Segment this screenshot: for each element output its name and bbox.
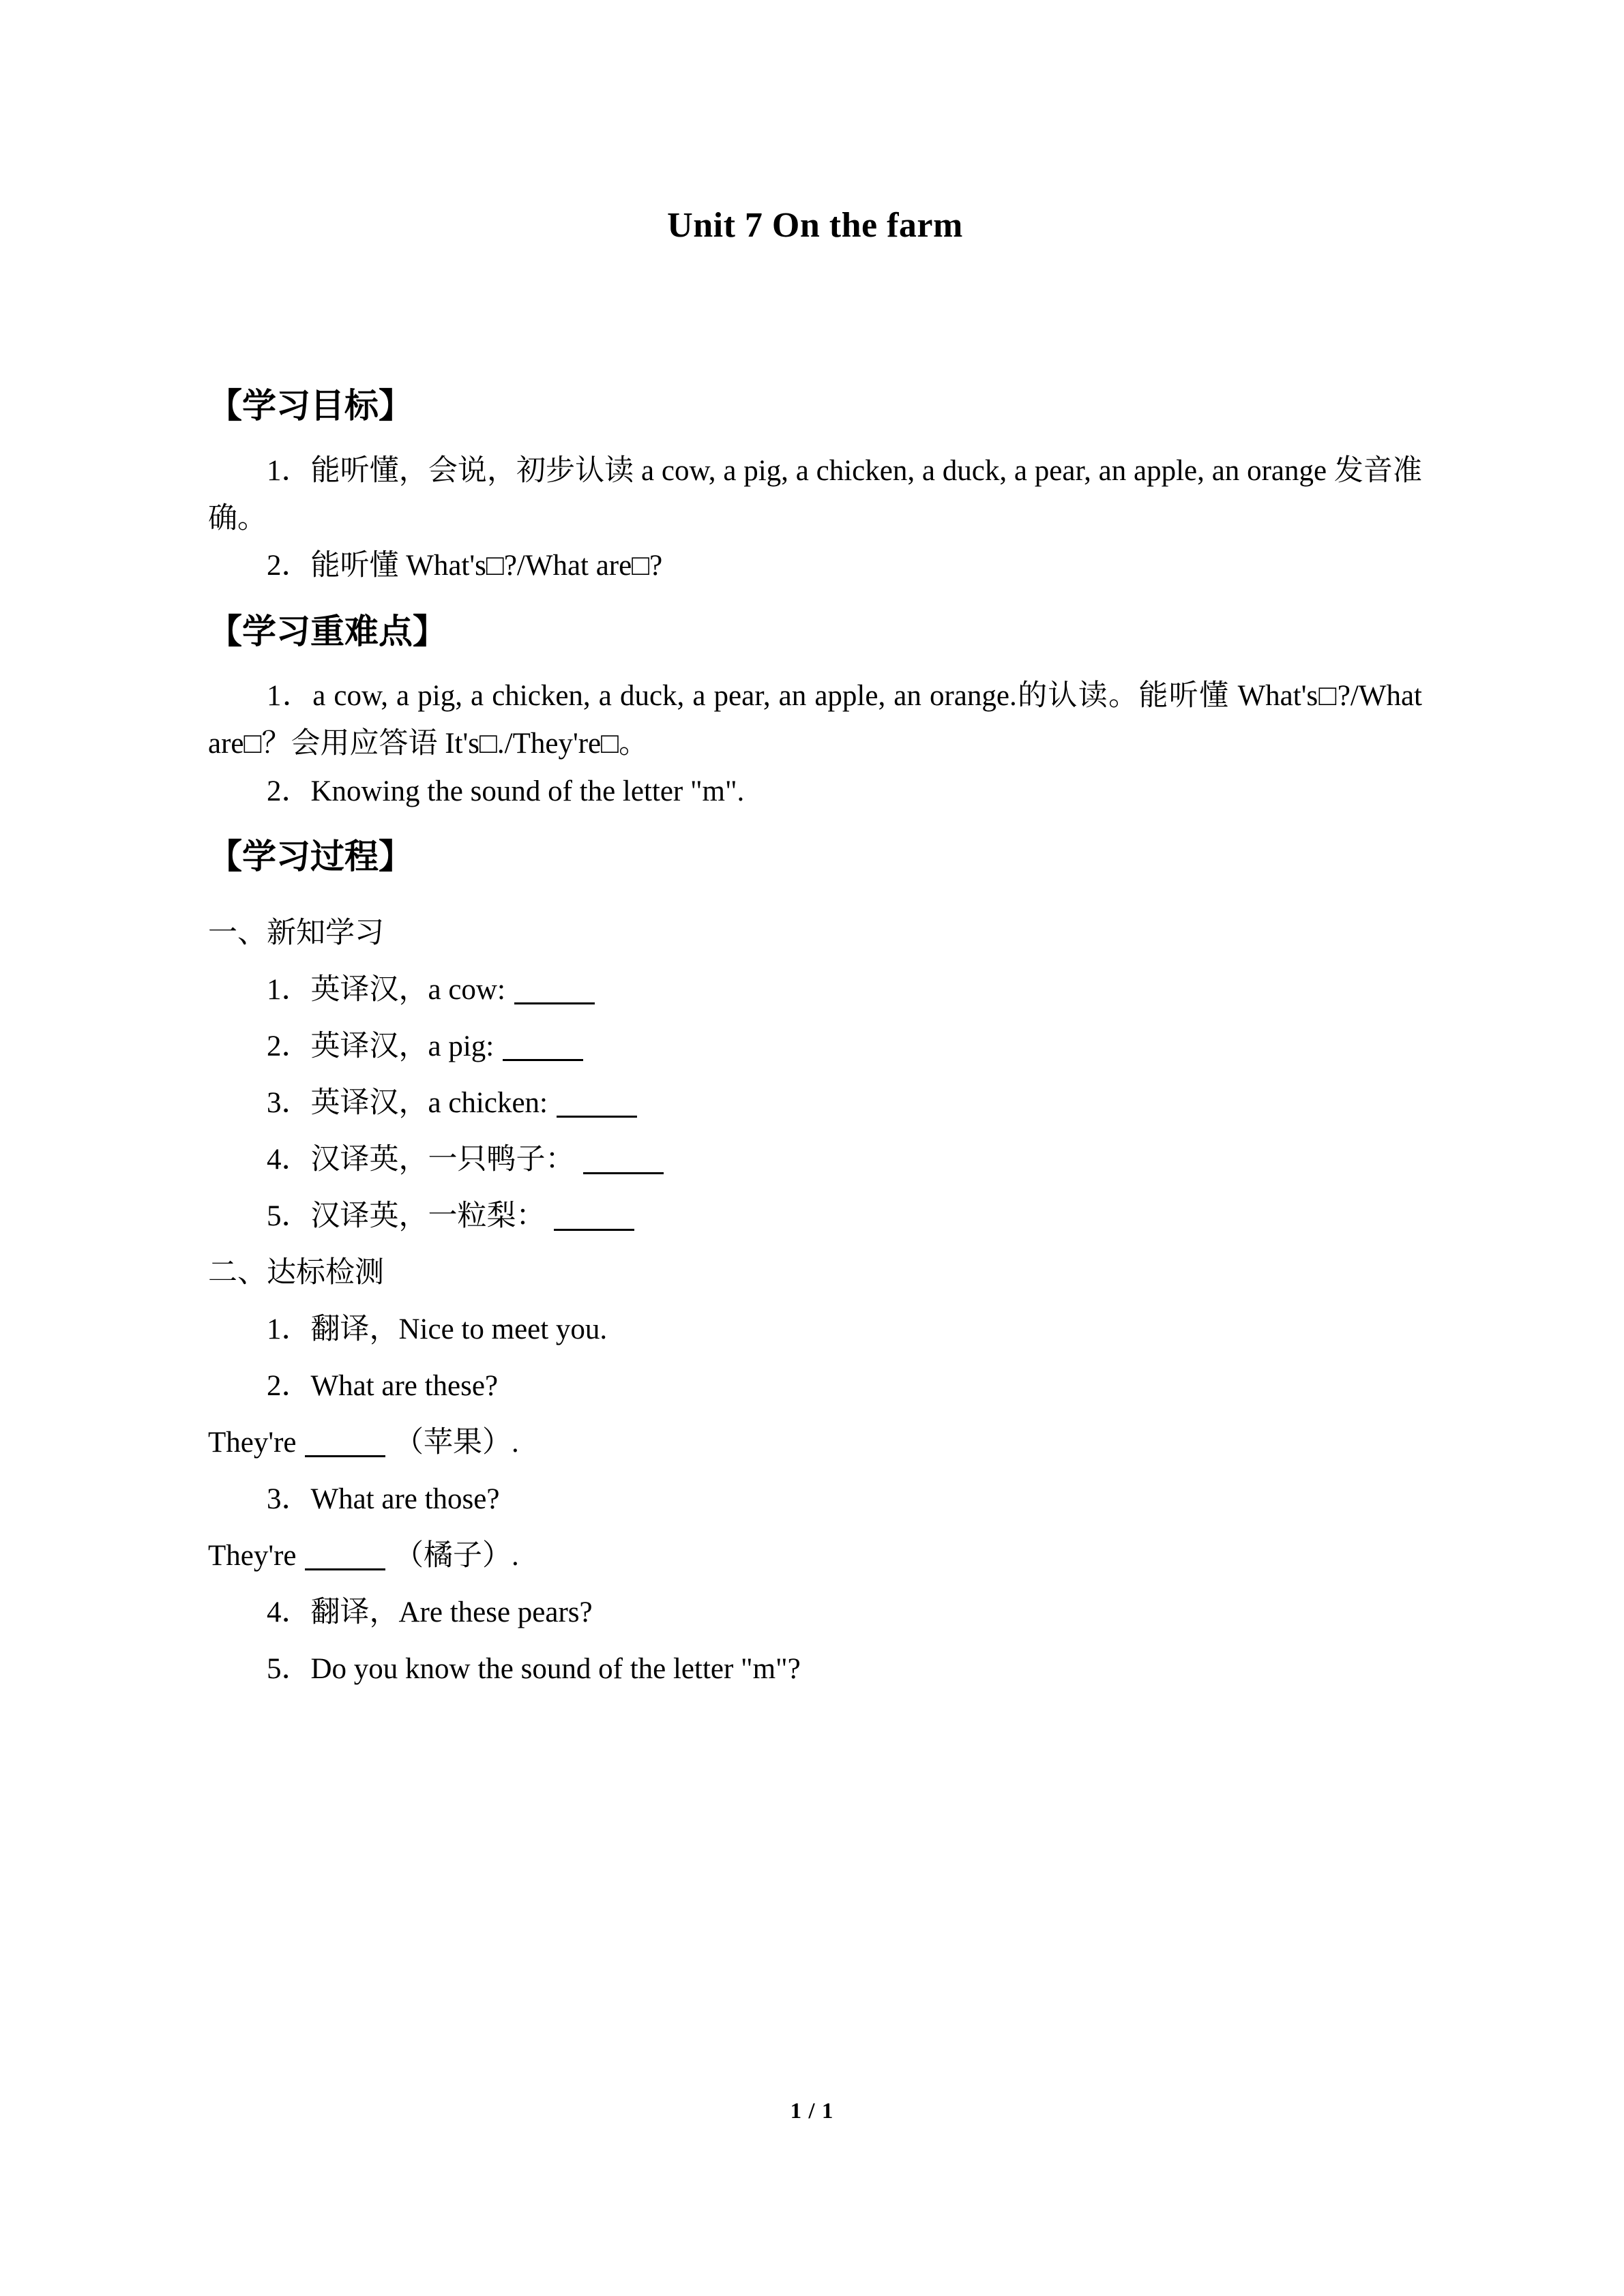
spacer bbox=[208, 1287, 1422, 1315]
document-content bbox=[208, 0, 1422, 1684]
answer-prefix: They're bbox=[208, 1426, 297, 1459]
answer-blank[interactable] bbox=[583, 1145, 664, 1174]
item-text: 英译汉，a chicken: bbox=[310, 1086, 548, 1119]
subsection-heading-assessment: 二、达标检测 bbox=[208, 1256, 384, 1289]
item-number: 2． bbox=[267, 1030, 311, 1062]
item-text: 翻译，Are these pears? bbox=[310, 1596, 593, 1628]
item-number: 3． bbox=[267, 1482, 311, 1515]
list-item bbox=[208, 1482, 1422, 1515]
spacer bbox=[208, 1231, 1422, 1258]
spacer bbox=[208, 1004, 1422, 1032]
answer-line bbox=[208, 1541, 1422, 1570]
answer-prefix: They're bbox=[208, 1539, 297, 1572]
item-number: 3． bbox=[267, 1086, 311, 1119]
spacer bbox=[208, 880, 1422, 919]
item-number: 5． bbox=[267, 1652, 311, 1685]
list-item bbox=[208, 1199, 1422, 1232]
answer-blank[interactable] bbox=[554, 1202, 634, 1231]
section-heading-key-points: 【学习重难点】 bbox=[208, 612, 447, 651]
spacer bbox=[208, 948, 1422, 975]
list-item bbox=[208, 1088, 1422, 1118]
item-text: 汉译英，一只鸭子： bbox=[310, 1143, 575, 1176]
spacer bbox=[208, 1344, 1422, 1371]
list-item bbox=[208, 1598, 1422, 1627]
objective-item-2: 2．能听懂 What's□?/What are□? bbox=[267, 550, 663, 582]
list-item bbox=[208, 1032, 1422, 1061]
key-point-item-1: 1．a cow, a pig, a chicken, a duck, a pear, an apple, an orange.的认读。能听懂 What's□?/What are□？会用应答语 It's□./They're□。 bbox=[208, 680, 1422, 760]
item-text: 翻译，Nice to meet you. bbox=[310, 1313, 608, 1345]
list-item bbox=[208, 975, 1422, 1004]
answer-line bbox=[208, 1428, 1422, 1457]
item-number: 4． bbox=[267, 1143, 311, 1176]
spacer bbox=[208, 1118, 1422, 1145]
section-heading-process: 【学习过程】 bbox=[208, 837, 413, 876]
spacer bbox=[208, 430, 1422, 447]
answer-suffix: （苹果）. bbox=[394, 1426, 519, 1459]
item-number: 1． bbox=[267, 1313, 311, 1345]
answer-blank[interactable] bbox=[305, 1541, 385, 1570]
spacer bbox=[208, 1174, 1422, 1202]
list-item bbox=[208, 1315, 1422, 1344]
spacer bbox=[208, 1627, 1422, 1654]
spacer bbox=[208, 1514, 1422, 1541]
item-text: Do you know the sound of the letter "m"? bbox=[310, 1652, 801, 1685]
item-text: 汉译英，一粒梨： bbox=[310, 1199, 546, 1232]
list-item bbox=[208, 1654, 1422, 1684]
page-footer: 1 / 1 bbox=[790, 2099, 834, 2123]
item-text: 英译汉，a cow: bbox=[310, 973, 505, 1006]
item-number: 5． bbox=[267, 1199, 311, 1232]
list-item bbox=[208, 1371, 1422, 1401]
answer-blank[interactable] bbox=[305, 1428, 385, 1457]
spacer bbox=[208, 1061, 1422, 1088]
answer-blank[interactable] bbox=[557, 1088, 637, 1118]
item-text: 英译汉，a pig: bbox=[310, 1030, 494, 1062]
answer-blank[interactable] bbox=[514, 975, 595, 1004]
subsection-heading-new-knowledge: 一、新知学习 bbox=[208, 916, 384, 949]
item-text: What are those? bbox=[310, 1482, 500, 1515]
section-heading-objectives: 【学习目标】 bbox=[208, 387, 413, 426]
objective-item-1: 1．能听懂，会说，初步认读 a cow, a pig, a chicken, a duck, a pear, an apple, an orange 发音准确。 bbox=[208, 454, 1422, 535]
spacer bbox=[208, 655, 1422, 672]
item-number: 1． bbox=[267, 973, 311, 1006]
spacer bbox=[208, 1401, 1422, 1428]
answer-suffix: （橘子）. bbox=[394, 1539, 519, 1572]
page-title: Unit 7 On the farm bbox=[667, 206, 963, 245]
item-number: 2． bbox=[267, 1369, 311, 1402]
spacer bbox=[208, 1570, 1422, 1598]
answer-blank[interactable] bbox=[503, 1032, 583, 1061]
spacer bbox=[208, 1457, 1422, 1485]
list-item bbox=[208, 1145, 1422, 1174]
item-text: What are these? bbox=[310, 1369, 499, 1402]
item-number: 4． bbox=[267, 1596, 311, 1628]
key-point-item-2: 2．Knowing the sound of the letter "m". bbox=[267, 775, 745, 807]
